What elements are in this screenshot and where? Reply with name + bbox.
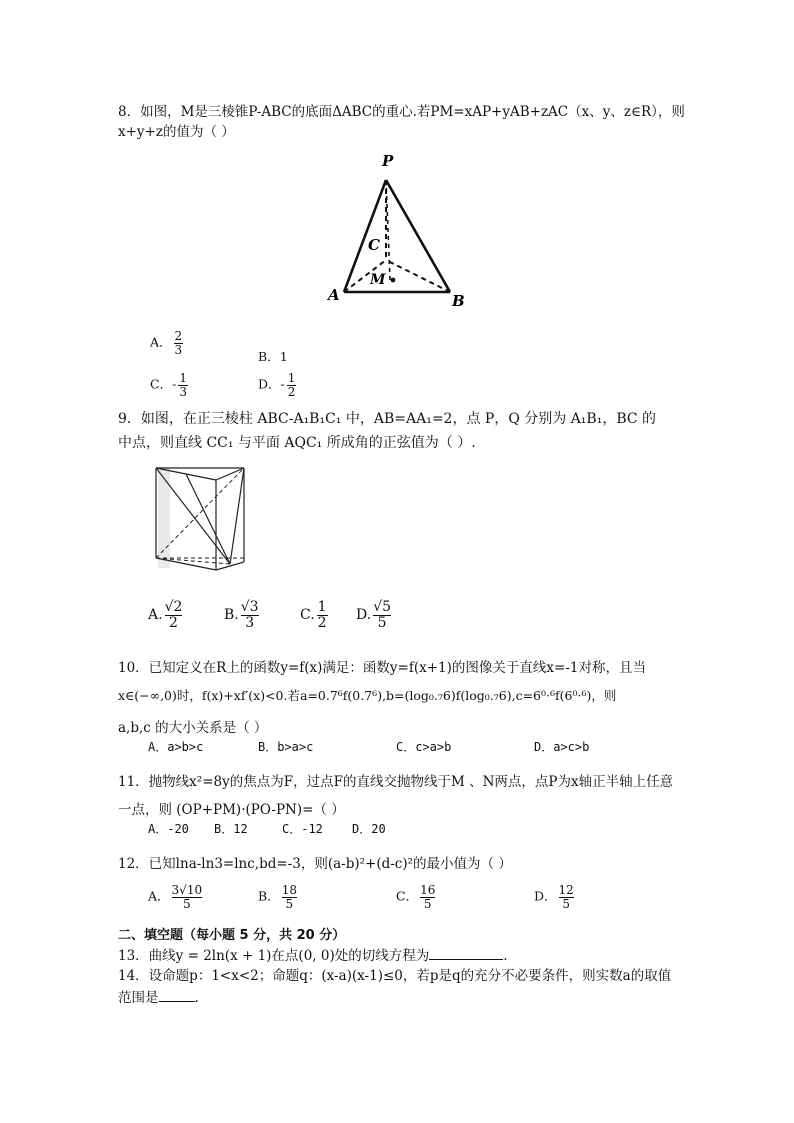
q9-stem-line2: 中点，则直线 CC₁ 与平面 AQC₁ 所成角的正弦值为（ ）. (118, 435, 476, 451)
q8-label-a: A (328, 286, 340, 304)
q8-option-a: A． $\frac{2}{3}$ (150, 329, 183, 357)
q10-stem-line1: 10．已知定义在R上的函数y=f(x)满足：函数y=f(x+1)的图像关于直线x=-1对称，且当 (118, 660, 646, 676)
q8-option-b: B．1 (258, 349, 288, 364)
q8-label-b: B (452, 292, 465, 310)
q9-option-a: A. $\frac{√2}{2}$ (148, 599, 183, 631)
q10-stem-line2: x∈(−∞,0)时，f(x)+xf′(x)<0.若a=0.7⁶f(0.7⁶),b=(log₀.₇6)f(log₀.₇6),c=6⁰·⁶f(6⁰·⁶)，则 (118, 688, 617, 703)
q12-option-b: B． $\frac{18}{5}$ (258, 883, 297, 911)
q12-option-a: A． $\frac{3√10}{5}$ (148, 883, 203, 911)
q9-prism-figure (144, 458, 270, 584)
q9-option-b: B. $\frac{√3}{3}$ (224, 599, 259, 631)
q14-line1: 14．设命题p：1<x<2；命题q：(x-a)(x-1)≤0，若p是q的充分不必要条件，则实数a的取值 (118, 968, 672, 984)
q9-option-c: C. $\frac{1}{2}$ (300, 599, 327, 631)
q12-option-d: D． $\frac{12}{5}$ (534, 883, 574, 911)
q11-option-c: C．-12 (282, 822, 323, 836)
q14-line2: 范围是 . (118, 990, 199, 1006)
q11-option-b: B．12 (214, 822, 248, 836)
q11-option-d: D．20 (352, 822, 386, 836)
q8-pyramid-figure (318, 148, 478, 310)
q10-option-d: D．a>c>b (534, 740, 590, 754)
section-heading: 二、填空题（每小题 5 分，共 20 分） (118, 928, 346, 943)
q14-answer-blank[interactable] (159, 989, 195, 1002)
q8-stem-line1: 8．如图，M是三棱锥P-ABC的底面ΔABC的重心.若PM=xAP+yAB+zAC（x、y、z∈R），则 (118, 104, 685, 120)
q10-option-c: C．c>a>b (396, 740, 452, 754)
q13-answer-blank[interactable] (429, 947, 503, 960)
q13-stem: 13．曲线y = 2ln(x + 1)在点(0, 0)处的切线方程为 . (118, 948, 508, 964)
q8-label-p: P (382, 152, 394, 170)
q11-stem-line1: 11．抛物线x²=8y的焦点为F，过点F的直线交抛物线于M 、N两点，点P为x轴正半轴上任意 (118, 774, 674, 790)
q12-stem: 12．已知lna-ln3=lnc,bd=-3，则(a-b)²+(d-c)²的最小值为（ ） (118, 856, 512, 872)
q8-stem-line2: x+y+z的值为（ ） (118, 124, 235, 140)
q10-option-a: A．a>b>c (148, 740, 204, 754)
q8-option-c: C．- $\frac{1}{3}$ (150, 371, 187, 399)
q9-option-d: D. $\frac{√5}{5}$ (356, 599, 392, 631)
q12-option-c: C． $\frac{16}{5}$ (396, 883, 436, 911)
q8-label-c: C (368, 236, 380, 254)
q10-option-b: B．b>a>c (258, 740, 314, 754)
q9-stem-line1: 9．如图，在正三棱柱 ABC-A₁B₁C₁ 中，AB=AA₁=2，点 P，Q 分别为 A₁B₁，BC 的 (118, 411, 657, 427)
q8-option-d: D．- $\frac{1}{2}$ (258, 371, 296, 399)
q8-label-m: M (370, 272, 386, 288)
q11-stem-line2: 一点，则 (OP+PM)·(PO-PN)=（ ） (118, 802, 345, 818)
q10-stem-line3: a,b,c 的大小关系是（ ） (118, 720, 268, 736)
q11-option-a: A．-20 (148, 822, 189, 836)
